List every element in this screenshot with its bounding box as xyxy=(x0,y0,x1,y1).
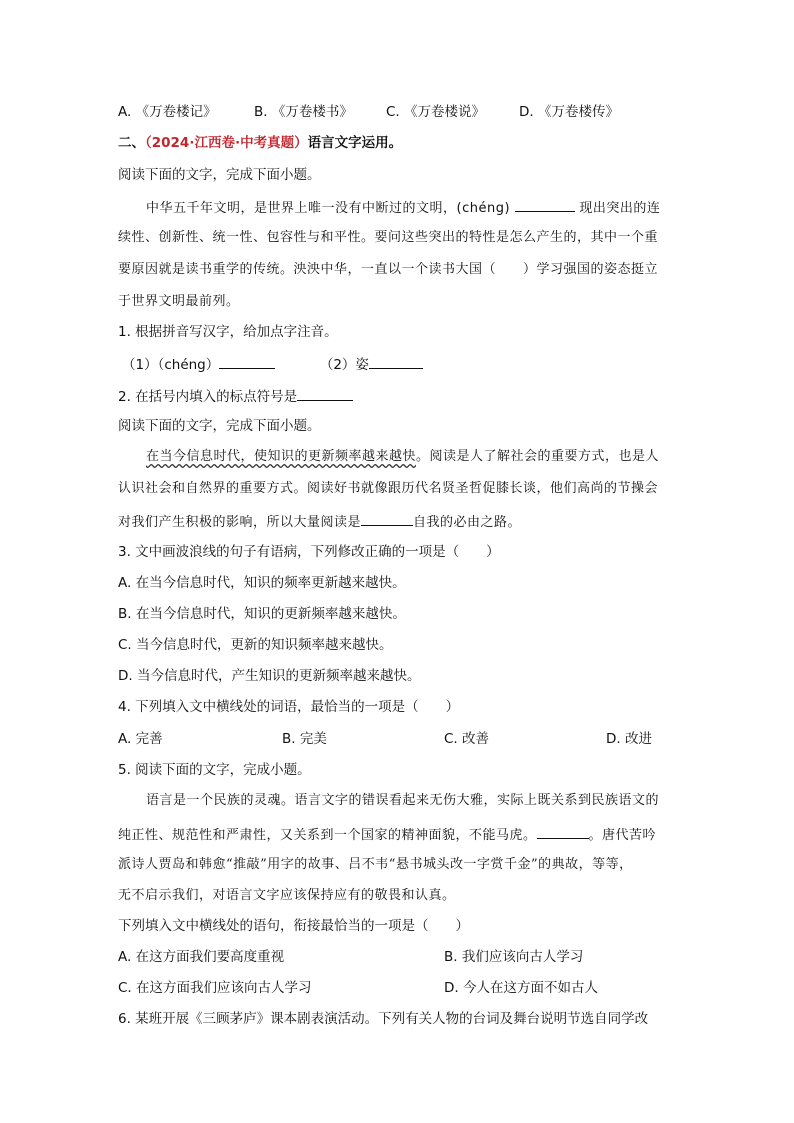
option-c: C. 在这方面我们应该向古人学习 xyxy=(118,980,312,996)
passage1-line1 xyxy=(118,197,660,218)
passage2-line2: 认识社会和自然界的重要方式。阅读好书就像跟历代名贤圣哲促膝长谈，他们高尚的节操会 xyxy=(118,481,659,496)
question-4: 4. 下列填入文中横线处的词语，最恰当的一项是（ ） xyxy=(118,699,460,715)
answer-blank[interactable] xyxy=(297,386,353,401)
sub-question: （2）姿 xyxy=(319,357,369,373)
answer-blank[interactable] xyxy=(219,354,275,369)
question-1: 1. 根据拼音写汉字，给加点字注音。 xyxy=(118,324,338,340)
option-b: B. 完美 xyxy=(282,731,327,747)
wavy-sentence: 在当今信息时代，使知识的更新频率越来越快 xyxy=(146,449,417,464)
passage2-line1 xyxy=(118,448,659,466)
question-1-subs xyxy=(122,354,423,374)
answer-blank[interactable] xyxy=(369,354,423,369)
question-text: 2. 在括号内填入的标点符号是 xyxy=(118,389,298,405)
passage3-line2 xyxy=(118,824,656,845)
passage3-text: 纯正性、规范性和严肃性，又关系到一个国家的精神面貌，不能马虎。 xyxy=(118,828,537,843)
question-5-prompt: 下列填入文中横线处的语句，衔接最恰当的一项是（ ） xyxy=(118,918,469,934)
read-instruction: 阅读下面的文字，完成下面小题。 xyxy=(118,167,321,183)
option-d: D. 《万卷楼传》 xyxy=(519,104,619,120)
option-c: C. 《万卷楼说》 xyxy=(386,104,486,120)
question-6: 6. 某班开展《三顾茅庐》课本剧表演活动。下列有关人物的台词及舞台说明节选自同学改 xyxy=(118,1011,649,1027)
question-2 xyxy=(118,386,353,406)
passage1-line4: 于世界文明最前列。 xyxy=(118,294,240,309)
read-instruction: 阅读下面的文字，完成下面小题。 xyxy=(118,418,321,434)
passage3-line1: 语言是一个民族的灵魂。语言文字的错误看起来无伤大雅，实际上既关系到民族语文的 xyxy=(146,793,660,808)
section-suffix: 语言文字运用。 xyxy=(307,135,403,151)
sub-question: （1）（chéng） xyxy=(122,357,220,373)
passage3-line4: 无不启示我们，对语言文字应该保持应有的敬畏和认真。 xyxy=(118,888,456,903)
section-source: （2024·江西卷·中考真题） xyxy=(145,135,308,151)
option-b: B. 我们应该向古人学习 xyxy=(444,949,584,965)
option-c: C. 当今信息时代，更新的知识频率越来越快。 xyxy=(118,637,393,653)
option-d: D. 当今信息时代，产生知识的更新频率越来越快。 xyxy=(118,668,421,684)
fill-blank[interactable] xyxy=(361,511,413,526)
fill-blank[interactable] xyxy=(515,197,575,212)
passage1-text: 现出突出的连 xyxy=(579,201,661,216)
option-c: C. 改善 xyxy=(444,731,490,747)
passage2-text: 自我的必由之路。 xyxy=(413,515,522,530)
question-5: 5. 阅读下面的文字，完成小题。 xyxy=(118,762,311,778)
fill-blank[interactable] xyxy=(537,824,589,839)
passage1-text: 中华五千年文明，是世界上唯一没有中断过的文明， xyxy=(146,201,457,216)
passage3-text: 。唐代苦吟 xyxy=(588,828,657,843)
option-d: D. 改进 xyxy=(606,731,652,747)
option-a: A. 完善 xyxy=(118,731,163,747)
passage1-line3: 要原因就是读书重学的传统。泱泱中华，一直以一个读书大国（ ）学习强国的姿态挺立 xyxy=(118,262,659,277)
pinyin: (chéng) xyxy=(456,201,511,216)
option-b: B. 《万卷楼书》 xyxy=(254,104,353,120)
option-a: A. 在这方面我们要高度重视 xyxy=(118,949,285,965)
passage2-text: 对我们产生积极的影响，所以大量阅读是 xyxy=(118,515,362,530)
option-b: B. 在当今信息时代，知识的更新频率越来越快。 xyxy=(118,606,406,622)
option-d: D. 今人在这方面不如古人 xyxy=(444,980,598,996)
option-a: A. 《万卷楼记》 xyxy=(118,104,217,120)
passage3-line3: 派诗人贾岛和韩愈“推敲”用字的故事、吕不韦“悬书城头改一字赏千金”的典故，等等， xyxy=(118,857,633,872)
section-heading xyxy=(118,134,402,152)
section-prefix: 二、 xyxy=(118,135,145,151)
passage2-text: 。阅读是人了解社会的重要方式，也是人 xyxy=(416,449,660,464)
option-a: A. 在当今信息时代，知识的频率更新越来越快。 xyxy=(118,575,406,591)
question-3: 3. 文中画波浪线的句子有语病，下列修改正确的一项是（ ） xyxy=(118,544,500,560)
passage2-line3 xyxy=(118,511,521,532)
passage1-line2: 续性、创新性、统一性、包容性与和平性。要问这些突出的特性是怎么产生的，其中一个重 xyxy=(118,230,659,245)
